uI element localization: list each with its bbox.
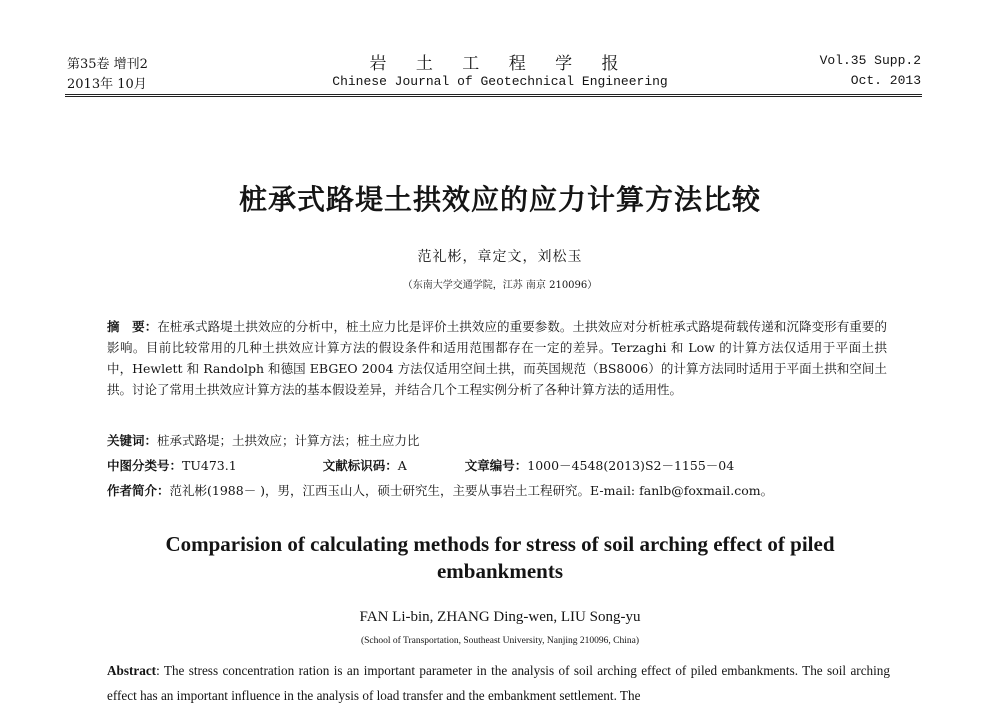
abstract-en-label: Abstract: [107, 663, 157, 678]
abstract-cn-text: 在桩承式路堤土拱效应的分析中，桩土应力比是评价土拱效应的重要参数。土拱效应对分析桩承式路堤荷载传递和沉降变形有重要的影响。目前比较常用的几种土拱效应计算方法的假设条件和适用范围都存在一定的差异。Terzaghi 和 Low 的计算方法仅适用于平面土拱中，Hewlett 和 Randolph 和德国 EBGEO 2004 方法仅适用空间土拱，而英国规范（BS8006）的计算方法同时适用于平面土拱和空间土拱。讨论了常用土拱效应计算方法的基本假设差异，并结合几个工程实例分析了各种计算方法的适用性。: [107, 319, 887, 397]
doc-code-label: 文献标识码：: [322, 458, 398, 473]
paper-title-cn: 桩承式路堤土拱效应的应力计算方法比较: [238, 183, 761, 216]
authors-cn: 范礼彬，章定文，刘松玉: [417, 249, 583, 265]
journal-title-cn: 岩 土 工 程 学 报: [369, 54, 631, 74]
clc-label: 中图分类号：: [107, 458, 183, 473]
header-rule-bottom: [65, 96, 922, 97]
keywords-text: 桩承式路堤；土拱效应；计算方法；桩土应力比: [157, 433, 420, 448]
volume-issue-en: Vol.35 Supp.2: [819, 53, 921, 68]
keywords-label: 关键词：: [107, 433, 158, 448]
article-number-label: 文章编号：: [464, 458, 528, 473]
authors-en: FAN Li-bin, ZHANG Ding-wen, LIU Song-yu: [359, 609, 641, 625]
classification-line: [107, 456, 887, 474]
abstract-cn-label: 摘 要：: [107, 319, 158, 334]
header-rule-top: [65, 94, 922, 95]
keywords: [107, 431, 887, 449]
abstract-en: [107, 658, 890, 708]
clc-value: TU473.1: [182, 458, 237, 473]
affiliation-en: (School of Transportation, Southeast University, Nanjing 210096, China): [360, 636, 640, 646]
article-number-value: 1000－4548(2013)S2－1155－04: [527, 458, 735, 473]
abstract-cn: [107, 316, 887, 400]
volume-issue-cn: 第35卷 增刊2: [67, 57, 148, 72]
paper-title-en: Comparision of calculating methods for stress of soil arching effect of piled embankments: [165, 532, 835, 583]
author-bio-label: 作者简介：: [107, 483, 170, 498]
abstract-en-text: : The stress concentration ration is an important parameter in the analysis of soil arching effect of piled embankments. The soil arching effect has an important influence in the analysis of load transfer and the embankment settlement. The: [107, 663, 890, 703]
doc-code-value: A: [397, 458, 407, 473]
affiliation-cn: （东南大学交通学院，江苏 南京 210096）: [402, 280, 598, 291]
journal-title-en: Chinese Journal of Geotechnical Engineering: [332, 74, 668, 89]
author-bio-text: 范礼彬(1988－ )，男，江西玉山人，硕士研究生，主要从事岩土工程研究。E-mail: fanlb@foxmail.com。: [169, 483, 774, 498]
author-bio: [107, 481, 887, 499]
date-en: Oct. 2013: [850, 73, 921, 88]
date-cn: 2013年 10月: [67, 77, 147, 92]
